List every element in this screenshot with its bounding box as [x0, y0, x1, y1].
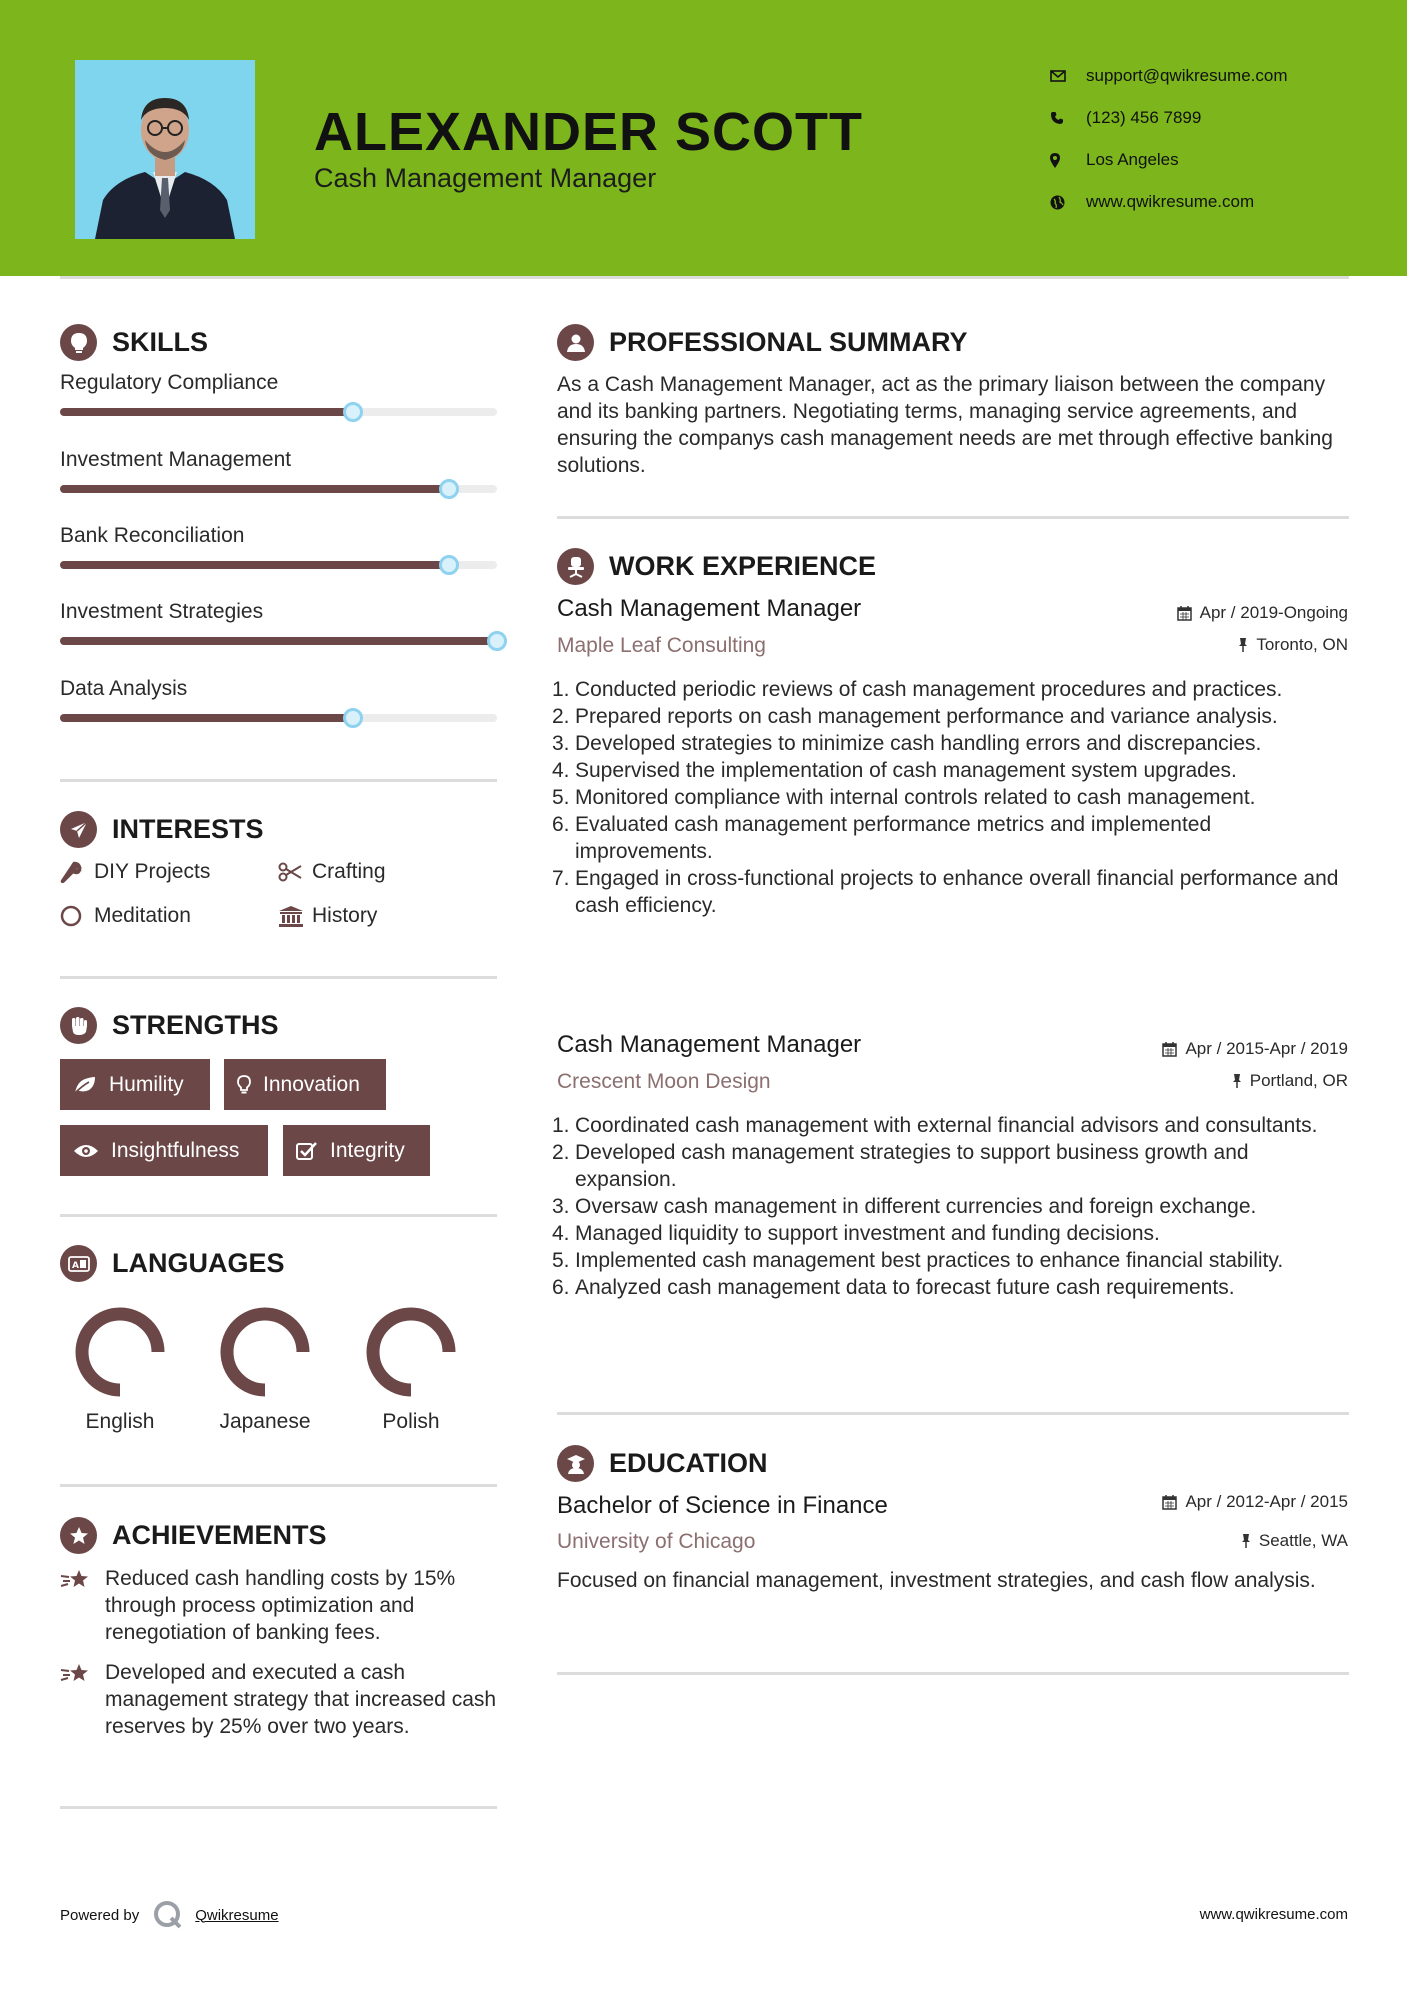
strength-label: Insightfulness [111, 1138, 240, 1162]
section-divider [557, 1672, 1349, 1675]
skills-heading: SKILLS [60, 324, 208, 361]
summary-heading: PROFESSIONAL SUMMARY [557, 324, 968, 361]
job-title: Cash Management Manager [557, 1031, 862, 1058]
skill-label: Investment Strategies [60, 600, 264, 623]
qwikresume-link[interactable]: Qwikresume [195, 1906, 279, 1924]
achievements-heading: ACHIEVEMENTS [60, 1517, 327, 1554]
language-gauge [195, 1300, 335, 1400]
education-heading: EDUCATION [557, 1445, 768, 1482]
skill-bar [60, 485, 497, 493]
interest-item [278, 860, 386, 884]
paper-plane-icon [60, 811, 97, 848]
skill-label: Regulatory Compliance [60, 371, 279, 394]
lightbulb-icon [60, 324, 97, 361]
interests-heading: INTERESTS [60, 811, 264, 848]
job-location: Toronto, ON [1238, 635, 1348, 655]
skill-bar-knob [487, 631, 507, 651]
achievement-item [60, 1659, 500, 1740]
languages-heading: A LANGUAGES [60, 1245, 285, 1282]
pushpin-icon [1238, 637, 1248, 653]
job-dates: Apr / 2019-Ongoing [1177, 603, 1348, 623]
skill-bar-fill [60, 714, 353, 722]
list-item: 3. Developed strategies to minimize cash handling errors and discrepancies. [552, 732, 1262, 755]
skill-bar [60, 408, 497, 416]
list-item: 4. Supervised the implementation of cash management system upgrades. [552, 759, 1237, 782]
candidate-name: ALEXANDER SCOTT [314, 102, 864, 162]
user-icon [557, 324, 594, 361]
language-gauge [50, 1300, 190, 1400]
footer-url[interactable]: www.qwikresume.com [1199, 1906, 1348, 1923]
language-label: English [85, 1410, 155, 1433]
strength-tag [283, 1125, 430, 1176]
list-item: 5. Implemented cash management best practices to enhance financial stability. [552, 1249, 1284, 1272]
achievement-text: Reduced cash handling costs by 15% through process optimization and renegotiation of banking fees. [105, 1567, 456, 1644]
section-divider [60, 976, 497, 979]
footer-powered-by: Powered by Qwikresume [60, 1900, 279, 1930]
job-title: Cash Management Manager [557, 595, 862, 622]
skill-label: Bank Reconciliation [60, 524, 245, 547]
scissors-icon [278, 862, 312, 882]
phone-icon [1050, 111, 1086, 125]
section-divider [557, 516, 1349, 519]
list-item: 1. Conducted periodic reviews of cash management procedures and practices. [552, 678, 1283, 701]
skill-label: Data Analysis [60, 677, 188, 700]
skill-bar [60, 714, 497, 722]
education-dates: Apr / 2012-Apr / 2015 [1162, 1492, 1348, 1512]
contact-list [1050, 55, 1390, 223]
skill-bar-fill [60, 408, 353, 416]
section-divider [60, 1806, 497, 1809]
skill-bar-knob [439, 479, 459, 499]
leaf-icon [73, 1076, 97, 1094]
education-description: Focused on financial management, investment strategies, and cash flow analysis. [557, 1569, 1316, 1592]
map-pin-icon [1050, 153, 1086, 168]
calendar-icon [1162, 1494, 1177, 1510]
eye-icon [73, 1143, 99, 1159]
language-label: Japanese [219, 1410, 311, 1433]
section-divider [60, 1484, 497, 1487]
language-item [195, 1300, 335, 1433]
skill-item [60, 524, 497, 548]
contact-phone[interactable] [1050, 97, 1390, 139]
language-gauge [341, 1300, 481, 1400]
list-item: 6. Evaluated cash management performance metrics and implemented improvements. [552, 813, 1212, 863]
language-icon [60, 1245, 97, 1282]
profile-photo [75, 60, 255, 239]
svg-text:A: A [71, 1260, 79, 1271]
pushpin-icon [1232, 1073, 1242, 1089]
degree-title: Bachelor of Science in Finance [557, 1492, 888, 1519]
star-badge-icon [60, 1517, 97, 1554]
language-item [341, 1300, 481, 1433]
list-item: 6. Analyzed cash management data to forecast future cash requirements. [552, 1276, 1235, 1299]
qwikresume-logo-icon [153, 1900, 183, 1930]
office-chair-icon [557, 548, 594, 585]
graduate-icon [557, 1445, 594, 1482]
skill-item [60, 600, 497, 624]
achievement-item [60, 1565, 500, 1646]
list-item: 7. Engaged in cross-functional projects to enhance overall financial performance and cash efficiency. [552, 867, 1339, 917]
list-item: 1. Coordinated cash management with external financial advisors and consultants. [552, 1114, 1318, 1137]
list-item: 2. Prepared reports on cash management performance and variance analysis. [552, 705, 1278, 728]
calendar-icon [1177, 605, 1192, 621]
interest-item [60, 860, 210, 884]
interest-item [60, 904, 191, 928]
checkbox-icon [296, 1141, 318, 1161]
contact-location-text: Los Angeles [1086, 150, 1179, 169]
museum-icon [278, 905, 312, 927]
job-bullets [552, 676, 1352, 919]
shooting-star-icon [60, 1659, 105, 1740]
wrench-icon [60, 861, 94, 883]
interest-label: DIY Projects [94, 860, 211, 883]
strength-tag [224, 1059, 386, 1110]
interest-label: Meditation [94, 904, 191, 927]
job-bullets [552, 1112, 1352, 1301]
contact-website[interactable] [1050, 181, 1390, 223]
calendar-icon [1162, 1041, 1177, 1057]
contact-email-text: support@qwikresume.com [1086, 66, 1288, 85]
shooting-star-icon [60, 1565, 105, 1646]
contact-phone-text: (123) 456 7899 [1086, 108, 1202, 127]
skill-bar-fill [60, 485, 449, 493]
language-label: Polish [382, 1410, 440, 1433]
strengths-heading: STRENGTHS [60, 1007, 279, 1044]
skill-bar [60, 637, 497, 645]
globe-icon [1050, 195, 1086, 210]
education-location: Seattle, WA [1241, 1531, 1348, 1551]
interest-label: History [312, 904, 378, 927]
section-divider [557, 1412, 1349, 1415]
strength-label: Humility [109, 1072, 184, 1096]
strength-label: Integrity [330, 1138, 405, 1162]
contact-email[interactable] [1050, 55, 1390, 97]
interest-item [278, 904, 377, 928]
candidate-title: Cash Management Manager [314, 163, 657, 193]
achievement-text: Developed and executed a cash management strategy that increased cash reserves by 25% over two years. [105, 1661, 497, 1738]
pushpin-icon [1241, 1533, 1251, 1549]
section-divider [60, 779, 497, 782]
skill-bar-fill [60, 637, 497, 645]
strength-tag [60, 1125, 268, 1176]
resume-header [0, 0, 1407, 276]
job-location: Portland, OR [1232, 1071, 1348, 1091]
envelope-icon [1050, 70, 1086, 82]
strength-label: Innovation [263, 1072, 360, 1096]
contact-website-text: www.qwikresume.com [1086, 192, 1255, 211]
list-item: 2. Developed cash management strategies to support business growth and expansion. [552, 1141, 1249, 1191]
list-item: 5. Monitored compliance with internal controls related to cash management. [552, 786, 1256, 809]
skill-label: Investment Management [60, 448, 292, 471]
circle-icon [60, 905, 94, 927]
company-name: Maple Leaf Consulting [557, 634, 766, 657]
skill-item [60, 371, 497, 395]
fist-icon [60, 1007, 97, 1044]
summary-text: As a Cash Management Manager, act as the primary liaison between the company and its banking partners. Negotiating terms, managing service agreements, and ensuring the companys cash management needs are met through effective banking solutions. [557, 373, 1333, 477]
language-item [50, 1300, 190, 1433]
list-item: 4. Managed liquidity to support investment and funding decisions. [552, 1222, 1160, 1245]
contact-location [1050, 139, 1390, 181]
company-name: Crescent Moon Design [557, 1070, 771, 1093]
lightbulb-icon [237, 1075, 251, 1095]
header-divider [60, 276, 1349, 279]
skill-bar-knob [439, 555, 459, 575]
skill-bar-fill [60, 561, 449, 569]
strength-tag [60, 1059, 210, 1110]
skill-bar [60, 561, 497, 569]
skill-item [60, 677, 497, 701]
section-divider [60, 1214, 497, 1217]
list-item: 3. Oversaw cash management in different currencies and foreign exchange. [552, 1195, 1257, 1218]
interest-label: Crafting [312, 860, 386, 883]
job-dates: Apr / 2015-Apr / 2019 [1162, 1039, 1348, 1059]
skill-item [60, 448, 497, 472]
school-name: University of Chicago [557, 1530, 756, 1553]
experience-heading: WORK EXPERIENCE [557, 548, 876, 585]
skill-bar-knob [343, 402, 363, 422]
skill-bar-knob [343, 708, 363, 728]
